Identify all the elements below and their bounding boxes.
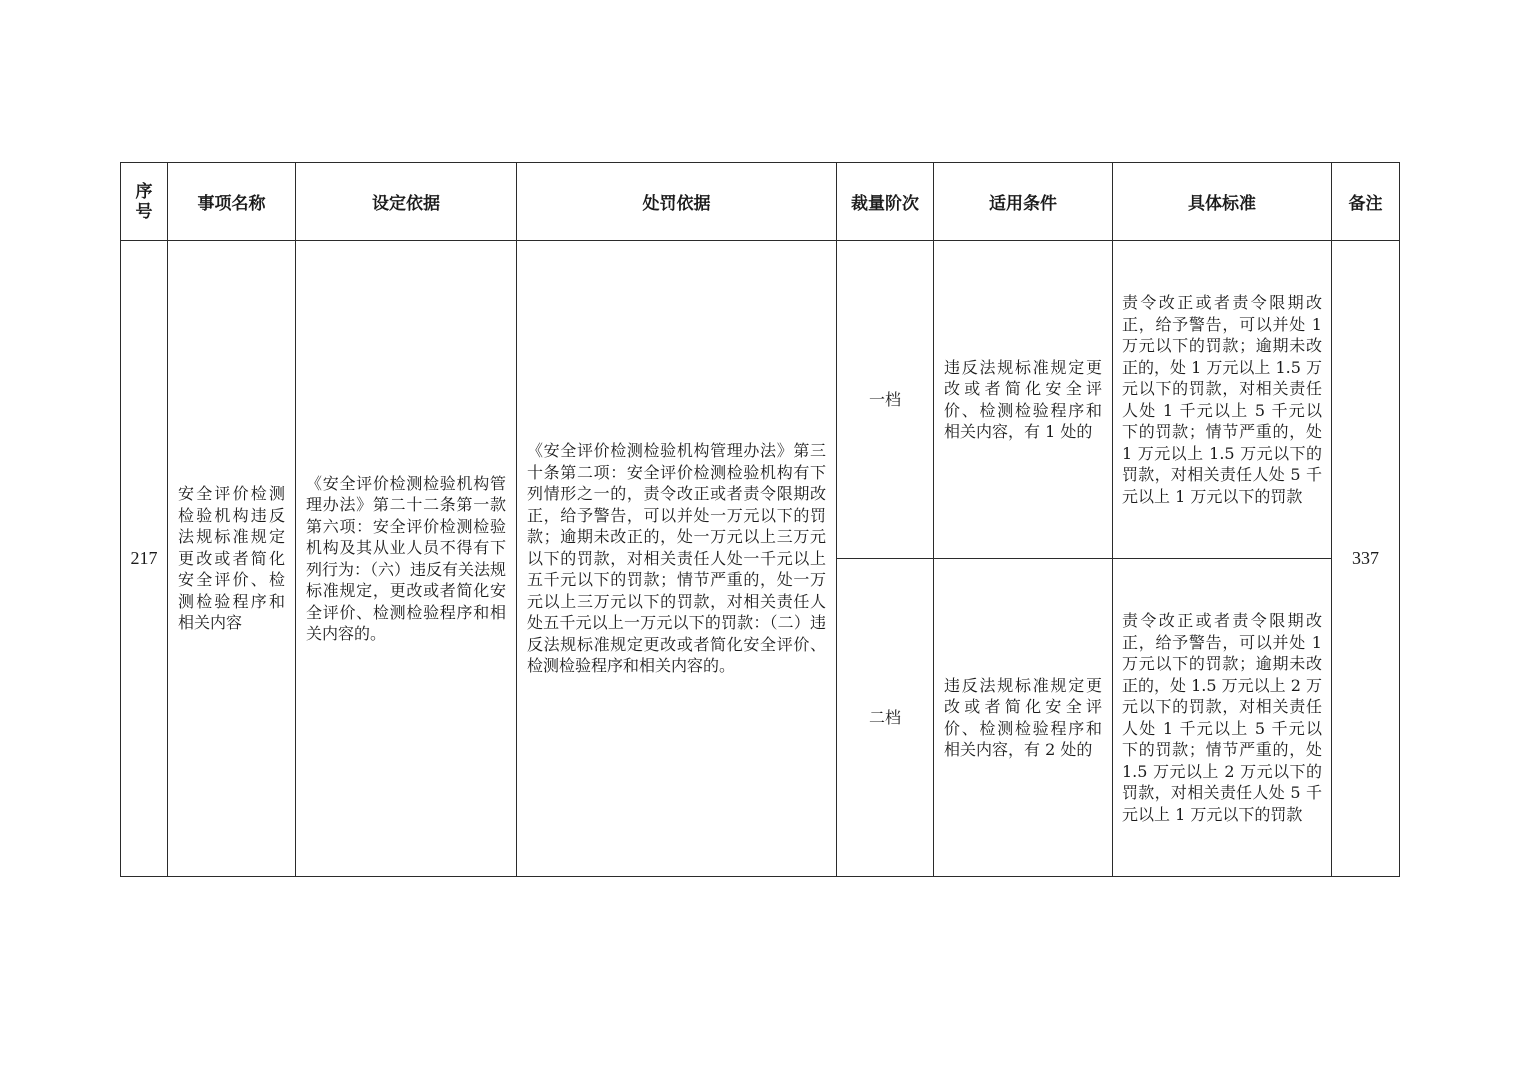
header-seq-label: 序号 — [135, 181, 153, 222]
condition-text-1: 违反法规标准规定更改或者简化安全评价、检测检验程序和相关内容，有 1 处的 — [944, 357, 1102, 441]
standard-cell-1 — [1113, 241, 1332, 559]
standard-text-1: 责令改正或者责令限期改正，给予警告，可以并处 1 万元以下的罚款；逾期未改正的，处 1 万元以上 1.5 万元以下的罚款，对相关责任人处 1 千元以上 5 千元以下的罚款；情节严重的，处 1 万元以上 1.5 万元以下的罚款，对相关责任人处 5 千元以上 1 万元以下的罚款 — [1122, 293, 1322, 506]
level-cell-2: 二档 — [837, 559, 934, 877]
item-name-text: 安全评价检测检验机构违反法规标准规定更改或者简化安全评价、检测检验程序和相关内容 — [178, 484, 285, 633]
penalty-basis-cell — [517, 241, 837, 877]
header-note: 备注 — [1332, 163, 1400, 241]
penalty-basis-text: 《安全评价检测检验机构管理办法》第三十条第二项：安全评价检测检验机构有下列情形之一的，责令改正或者责令限期改正，给予警告，可以并处一万元以下的罚款；逾期未改正的，处一万元以上三万元以下的罚款，对相关责任人处一千元以上五千元以下的罚款；情节严重的，处一万元以上三万元以下的罚款，对相关责任人处五千元以上一万元以下的罚款：（二）违反法规标准规定更改或者简化安全评价、检测检验程序和相关内容的。 — [527, 441, 826, 676]
condition-text-2: 违反法规标准规定更改或者简化安全评价、检测检验程序和相关内容，有 2 处的 — [944, 675, 1102, 759]
table-row — [121, 241, 1400, 559]
header-legal-basis: 设定依据 — [296, 163, 517, 241]
penalty-discretion-table — [120, 162, 1400, 877]
item-name-cell — [168, 241, 296, 877]
standard-text-2: 责令改正或者责令限期改正，给予警告，可以并处 1 万元以下的罚款；逾期未改正的，处 1.5 万元以上 2 万元以下的罚款，对相关责任人处 1 千元以上 5 千元以下的罚款；情节严重的，处 1.5 万元以上 2 万元以下的罚款，对相关责任人处 5 千元以上 1 万元以下的罚款 — [1122, 611, 1322, 824]
legal-basis-text: 《安全评价检测检验机构管理办法》第二十二条第一款第六项：安全评价检测检验机构及其从业人员不得有下列行为：（六）违反有关法规标准规定，更改或者简化安全评价、检测检验程序和相关内容的。 — [306, 473, 507, 643]
seq-cell: 217 — [121, 241, 168, 877]
header-applicable-condition: 适用条件 — [934, 163, 1113, 241]
legal-basis-cell — [296, 241, 517, 877]
header-specific-standard: 具体标准 — [1113, 163, 1332, 241]
header-item-name: 事项名称 — [168, 163, 296, 241]
level-cell-1: 一档 — [837, 241, 934, 559]
header-penalty-basis: 处罚依据 — [517, 163, 837, 241]
condition-cell-1 — [934, 241, 1113, 559]
condition-cell-2 — [934, 559, 1113, 877]
header-seq — [121, 163, 168, 241]
header-discretion-level: 裁量阶次 — [837, 163, 934, 241]
header-row — [121, 163, 1400, 241]
standard-cell-2 — [1113, 559, 1332, 877]
note-cell: 337 — [1332, 241, 1400, 877]
